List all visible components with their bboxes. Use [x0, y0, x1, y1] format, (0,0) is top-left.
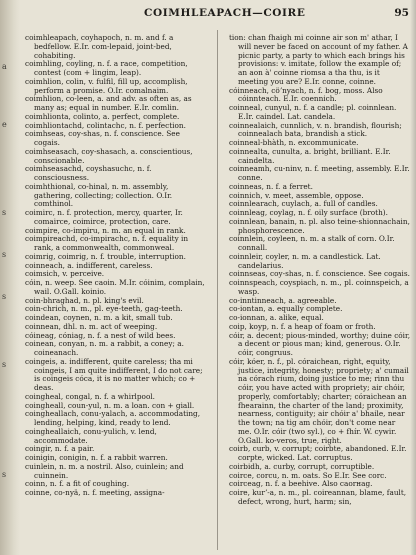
dictionary-entry: coin-bhraghad, n. pl. king's evil. — [25, 295, 144, 305]
dictionary-entry: cuinlein, n. m. a nostril. Also, cuinlein; and cuinnein. — [25, 461, 184, 480]
margin-letter: e — [2, 120, 7, 129]
dictionary-entry: coinnlein, coyleen, n. m. a stalk of corn. O.Ir. connall. — [229, 234, 395, 252]
dictionary-entry: coinnean, dhl. n. m. act of weeping. — [25, 321, 158, 331]
dictionary-entry: coingir, n. f. a pair. — [25, 444, 95, 454]
dictionary-entry: coinneach, a. indifferent, careless. — [25, 260, 153, 270]
header-title: COIMHLEAPACH—COIRE — [144, 7, 306, 19]
dictionary-entry: coimpireachd, co-impirachc, n. f. equality in rank, a commonwealth, commonweal. — [25, 234, 189, 252]
dictionary-entry: coirceag, n. f. a beehive. Also caorнag. — [229, 479, 373, 489]
page-edge-shadow — [410, 0, 416, 555]
dictionary-entry: coinnleag, coylag, n. f. oily surface (broth). — [229, 208, 388, 217]
dictionary-entry: coingheall, coun-yul, n. m. a loan. con + giall. — [25, 400, 195, 410]
dictionary-entry: coirbidh, a. curby, corrupt, corruptible. — [229, 461, 375, 471]
dictionary-entry: coinnspeach, coyspiach, n. m., pl. coinnspeich, a wasp. — [229, 278, 409, 296]
dictionary-entry: coingheallaich, conu-yulich, v. lend, accommodate. — [25, 426, 157, 445]
dictionary-entry: coinnlearach, cuylach, a. full of candles. — [229, 199, 378, 209]
dictionary-entry: coinigin, conigin, n. f. a rabbit warren. — [25, 453, 168, 462]
dictionary-entry: tion: chan fhaigh mi coinne air son m' athar, I will never be faced on account of my father. A picnic party, a party to which each brings his provisions: v. imitate, follow the example of; an aon à' coinne riomsa a tha thu, is it meeting you are? E.Ir. conne, coinne. — [229, 33, 408, 86]
dictionary-entry: cóir, kóer, n. f., pl. córaichean, right, equity, justice, integrity, honesty; propriety; a' cumail na córach rium, doing justice to me; rinn thu cóir, you have acted with propriety; air chóir, properly, comfortably; charter; córaichean an fhearainn, the charter of the land; proximity, nearness, contiguity; air chóir a' bhaile, near the town; na tig am chóir, don't come near me. O.Ir. cóir (two syl.), co + fhír. W. cywir. O.Gall. ko-veros, true, right. — [229, 356, 409, 445]
dictionary-entry: cóinneach, cöʼnyach, n. f. bog, moss. Also cóinnteach. E.Ir. coennich. — [229, 85, 383, 104]
dictionary-entry: coire, kurʼ-a, n. m., pl. coireannan, blame, fault, defect, wrong, hurt, harm; sin, — [229, 488, 407, 506]
dictionary-entry: coimrig, coimrig, n. f. trouble, interruption. — [25, 251, 186, 261]
dictionary-entry: coinnleir, coyler, n. m. a candlestick. Lat. candelarius. — [229, 251, 381, 270]
dictionary-entry: coimhlion, co-leen, a. and adv. as often as, as many as; equal in number. E.Ir. comlin. — [25, 94, 192, 112]
right-column — [229, 34, 411, 507]
dictionary-entry: coimhseasachd, coyshasuchc, n. f. consciousness. — [25, 164, 152, 182]
dictionary-entry: coimhling, coyling, n. f. a race, competition, contest (com + lingim, leap). — [25, 59, 188, 77]
dictionary-entry: coinnealta, cunulta, a. bright, brilliant. E.Ir. caindelta. — [229, 146, 391, 165]
dictionary-entry: coingeis, a. indifferent, quite careless; tha mi coingeis, I am quite indifferent, I do not care; is coingeis cóca, it is no matter which; co + deas. — [25, 356, 203, 392]
dictionary-entry: coimpire, co-impiru, n. m. an equal in rank. — [25, 225, 186, 235]
dictionary-entry: coip, koyp, n. f. a heap of foam or froth. — [229, 321, 376, 331]
dictionary-entry: coinnseas, coy-shas, n. f. conscience. See cogais. — [229, 269, 410, 279]
dictionary-entry: coinnealaich, cunnlich, v. n. brandish, flourish; coinnealach bata, brandish a stick. — [229, 120, 402, 139]
dictionary-entry: cóir, a. decent; pious-minded, worthy; duine cóir, a decent or pious man; kind, generous. O.Ir. cóir, congruus. — [229, 330, 411, 357]
dictionary-entry: coimhliontachd, colintachc, n. f. perfection. — [25, 120, 186, 130]
margin-letter: s — [2, 360, 7, 369]
dictionary-entry: cóineag, cóniag, n. f. a nest of wild bees. — [25, 330, 176, 340]
margin-letter: s — [2, 208, 7, 217]
dictionary-entry: coimhthional, co-hinal, n. m. assembly, gathering, collecting; collection. O.Ir. comthinol. — [25, 181, 173, 209]
dictionary-entry: coimsich, v. perceive. — [25, 269, 105, 279]
margin-letter: a — [2, 62, 7, 71]
dictionary-entry: coinneamh, cu-ninv, n. f. meeting, assembly. E.Ir. conne. — [229, 164, 410, 182]
dictionary-entry: coirce, corcu, n. m. oats. So E.Ir. See corc. — [229, 470, 387, 480]
dictionary-entry: coimhleapach, coyhapoch, n. m. and f. a bedfellow. E.Ir. com-lepaid, joint-bed, cohabiting. — [25, 33, 174, 60]
margin-letter: s — [2, 470, 7, 479]
page-gutter — [0, 0, 20, 555]
dictionary-entry: co-ionnan, a. alike, equal. — [229, 313, 324, 322]
dictionary-entry: coinn, n. f. a fit of coughing. — [25, 479, 130, 489]
dictionary-entry: coingheallach, conu-yalach, a. accommodating, lending, helping, kind, ready to lend. — [25, 409, 201, 427]
dictionary-entry: co-inntinneach, a. agreeable. — [229, 295, 337, 305]
dictionary-entry: coinneal-bhàth, n. excommunicate. — [229, 138, 359, 147]
margin-letter: s — [2, 292, 7, 301]
dictionary-entry: coimhseas, coy-shas, n. f. conscience. See cogais. — [25, 129, 180, 147]
dictionary-entry: coimhlionta, colinto, a. perfect, complete. — [25, 111, 180, 121]
dictionary-entry: co-iontan, a. equally complete. — [229, 304, 343, 314]
dictionary-entry: coimirc, n. f. protection, mercy, quarter, Ir. comairce, coimirce, protection, care. — [25, 208, 183, 226]
dictionary-entry: coinneas, n. f. a ferret. — [229, 181, 313, 191]
running-header — [24, 6, 409, 24]
dictionary-entry: coinnich, v. meet, assemble, oppose. — [229, 190, 364, 200]
column-divider — [217, 30, 218, 550]
dictionary-entry: coin-chrich, n. m., pl. eye-teeth, gag-teeth. — [25, 304, 183, 314]
page-number: 95 — [394, 7, 409, 19]
dictionary-entry: coinean, conyan, n. m. a rabbit, a coney; a. coineanach. — [25, 339, 184, 357]
dictionary-entry: cóin, n. weep. See caoin. M.Ir. cóinim, complain, wail. O.Gall. koinio. — [25, 278, 205, 296]
margin-letter: s — [2, 250, 7, 259]
dictionary-entry: coinne, co-nyä, n. f. meeting, assigna- — [25, 488, 165, 497]
left-column — [25, 34, 207, 498]
dictionary-entry: coingheal, congal, n. f. a whirlpool. — [25, 391, 155, 401]
dictionary-entry: coimhlion, colin, v. fulfil, fill up, accomplish, perform a promise. O.Ir. comalnaim. — [25, 76, 188, 95]
dictionary-entry: coinnlean, banain, n. pl. also teine-shionnachain, phosphorescence. — [229, 216, 410, 235]
dictionary-entry: coimhseasach, coy-shasach, a. conscientious, conscionable. — [25, 146, 193, 165]
dictionary-entry: coirb, curb, v. corrupt; coirbte, abandoned. E.Ir. corpte, wicked. Lat. corruptus. — [229, 444, 407, 462]
dictionary-entry: coindean, coynen, n. m. a kit, small tub. — [25, 313, 173, 322]
dictionary-entry: coinneal, cunyul, n. f. a candle; pl. coinnlean. E.Ir. caindel. Lat. candela. — [229, 103, 397, 121]
